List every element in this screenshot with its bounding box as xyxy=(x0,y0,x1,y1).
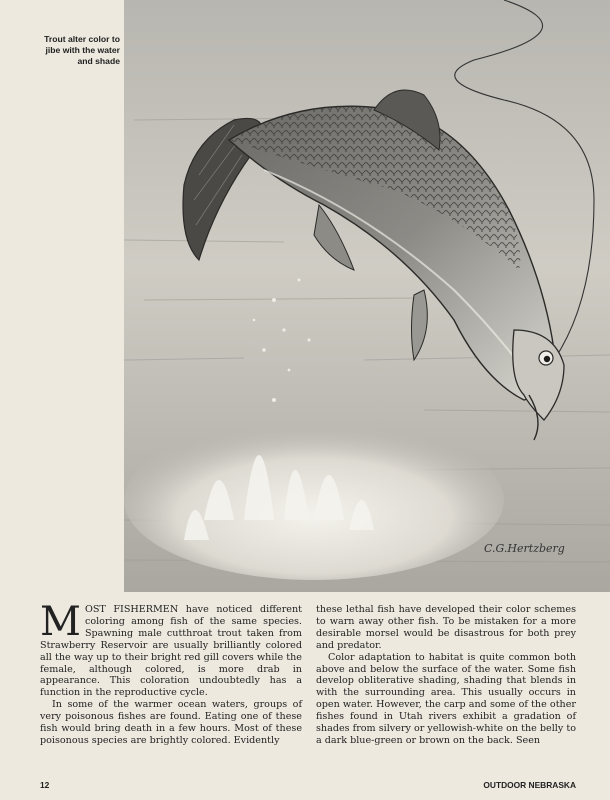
article-paragraph-4: Color adaptation to habitat is quite common both above and below the surface of the water. Some fish develop obliterative shading, shading that blends in with the surrounding area. This usually occurs in open water. However, the carp and some of the other fishes found in Utah rivers exhibit a gradation of shades from silvery or yellowish-white on the belly to a dark blue-green or brown on the back. Seen xyxy=(316,651,576,746)
article-paragraph-3: these lethal fish have developed their color schemes to warn away other fish. To be mistaken for a more desirable morsel would be disastrous for both prey and predator. xyxy=(316,604,576,651)
artist-signature: C.G.Hertzberg xyxy=(484,542,565,555)
illustration-caption: Trout alter color to jibe with the water and shade xyxy=(44,34,120,66)
article-column-left xyxy=(40,599,302,747)
page-footer xyxy=(40,780,576,790)
article-paragraph-2: In some of the warmer ocean waters, groups of very poisonous fishes are found. Eating one of these fish would bring death in a few hours. Most of these poisonous species are brightly colored. Evidently xyxy=(40,699,302,746)
paragraph-1-text: have noticed different coloring among fish of the same species. Spawning male cutthroat trout taken from Strawberry Reservoir are usually brilliantly colored all the way up to their bright red gill covers while the female, although colored, is more drab in appearance. This coloration undoubtedly has a function in the reproductive cycle. xyxy=(40,604,302,699)
page-number: 12 xyxy=(40,780,50,790)
drop-cap: M xyxy=(40,599,81,645)
article-column-right xyxy=(316,604,576,747)
trout-illustration xyxy=(124,0,610,592)
lead-in: OST FISHERMEN xyxy=(84,604,179,615)
article-paragraph-1 xyxy=(40,599,302,699)
publication-name: OUTDOOR NEBRASKA xyxy=(483,780,576,790)
